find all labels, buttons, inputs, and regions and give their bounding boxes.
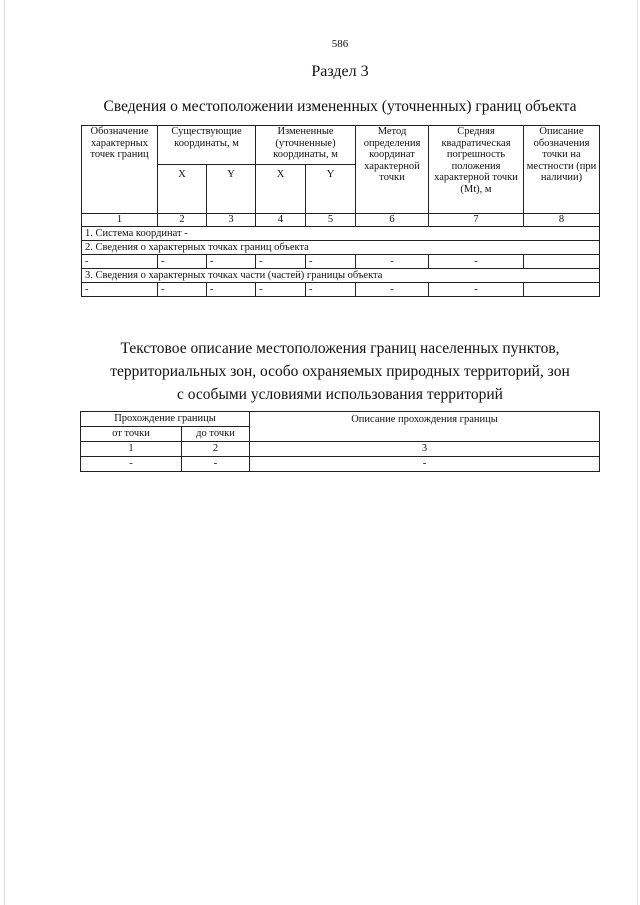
heading-line: с особыми условиями использования территорий — [177, 386, 503, 403]
table2-heading — [80, 337, 600, 406]
header-from-point: от точки — [81, 427, 182, 442]
table-cell: - — [158, 255, 207, 269]
column-number: 2 — [182, 442, 250, 457]
table-cell: - — [182, 457, 250, 472]
column-number: 1 — [82, 214, 158, 227]
heading-line: Текстовое описание местоположения границ населенных пунктов, — [120, 340, 560, 357]
header-accuracy: Средняя квадратическая погрешность положения характерной точки (Mt), м — [429, 126, 524, 214]
table-cell: - — [429, 283, 524, 297]
table-cell: - — [207, 255, 256, 269]
column-number: 3 — [250, 442, 600, 457]
header-passage-description: Описание прохождения границы — [250, 412, 600, 442]
boundary-description-table — [80, 411, 600, 472]
table-row — [82, 255, 600, 269]
table-cell — [524, 255, 600, 269]
column-number-row — [82, 214, 600, 227]
boundary-points-table — [81, 125, 600, 297]
table-cell: - — [207, 283, 256, 297]
column-number-row — [81, 442, 600, 457]
header-x-changed: X — [256, 165, 306, 214]
column-number: 6 — [356, 214, 429, 227]
header-description: Описание обозначения точки на местности (при наличии) — [524, 126, 600, 214]
header-boundary-passage: Прохождение границы — [81, 412, 250, 427]
table-cell: - — [256, 255, 306, 269]
scan-edge-right — [637, 0, 638, 905]
header-changed-coordinates: Измененные (уточненные) координаты, м — [256, 126, 356, 165]
table-cell: - — [158, 283, 207, 297]
table-cell: - — [81, 457, 182, 472]
column-number: 3 — [207, 214, 256, 227]
table-cell: - — [356, 255, 429, 269]
header-x-existing: X — [158, 165, 207, 214]
header-point-designation: Обозначение характерных точек границ — [82, 126, 158, 214]
table-cell: - — [429, 255, 524, 269]
table-row — [81, 457, 600, 472]
section-part-boundary-points: 3. Сведения о характерных точках части (частей) границы объекта — [82, 269, 600, 283]
section-boundary-points: 2. Сведения о характерных точках границ объекта — [82, 241, 600, 255]
table-cell: - — [356, 283, 429, 297]
table1-heading: Сведения о местоположении измененных (уточненных) границ объекта — [103, 98, 577, 115]
section-title: Раздел 3 — [311, 63, 369, 80]
scan-edge-left — [4, 0, 5, 905]
column-number: 1 — [81, 442, 182, 457]
header-method: Метод определения координат характерной точки — [356, 126, 429, 214]
header-to-point: до точки — [182, 427, 250, 442]
page-number: 586 — [331, 38, 349, 50]
table-cell: - — [306, 283, 356, 297]
table-cell — [524, 283, 600, 297]
section-coordinate-system: 1. Система координат - — [82, 227, 600, 241]
header-y-existing: Y — [207, 165, 256, 214]
column-number: 2 — [158, 214, 207, 227]
table-cell: - — [82, 283, 158, 297]
table-row — [82, 283, 600, 297]
table-cell: - — [256, 283, 306, 297]
column-number: 4 — [256, 214, 306, 227]
header-existing-coordinates: Существующие координаты, м — [158, 126, 256, 165]
table-cell: - — [250, 457, 600, 472]
header-y-changed: Y — [306, 165, 356, 214]
column-number: 8 — [524, 214, 600, 227]
column-number: 7 — [429, 214, 524, 227]
column-number: 5 — [306, 214, 356, 227]
table-cell: - — [82, 255, 158, 269]
heading-line: территориальных зон, особо охраняемых природных территорий, зон — [110, 363, 570, 380]
table-cell: - — [306, 255, 356, 269]
